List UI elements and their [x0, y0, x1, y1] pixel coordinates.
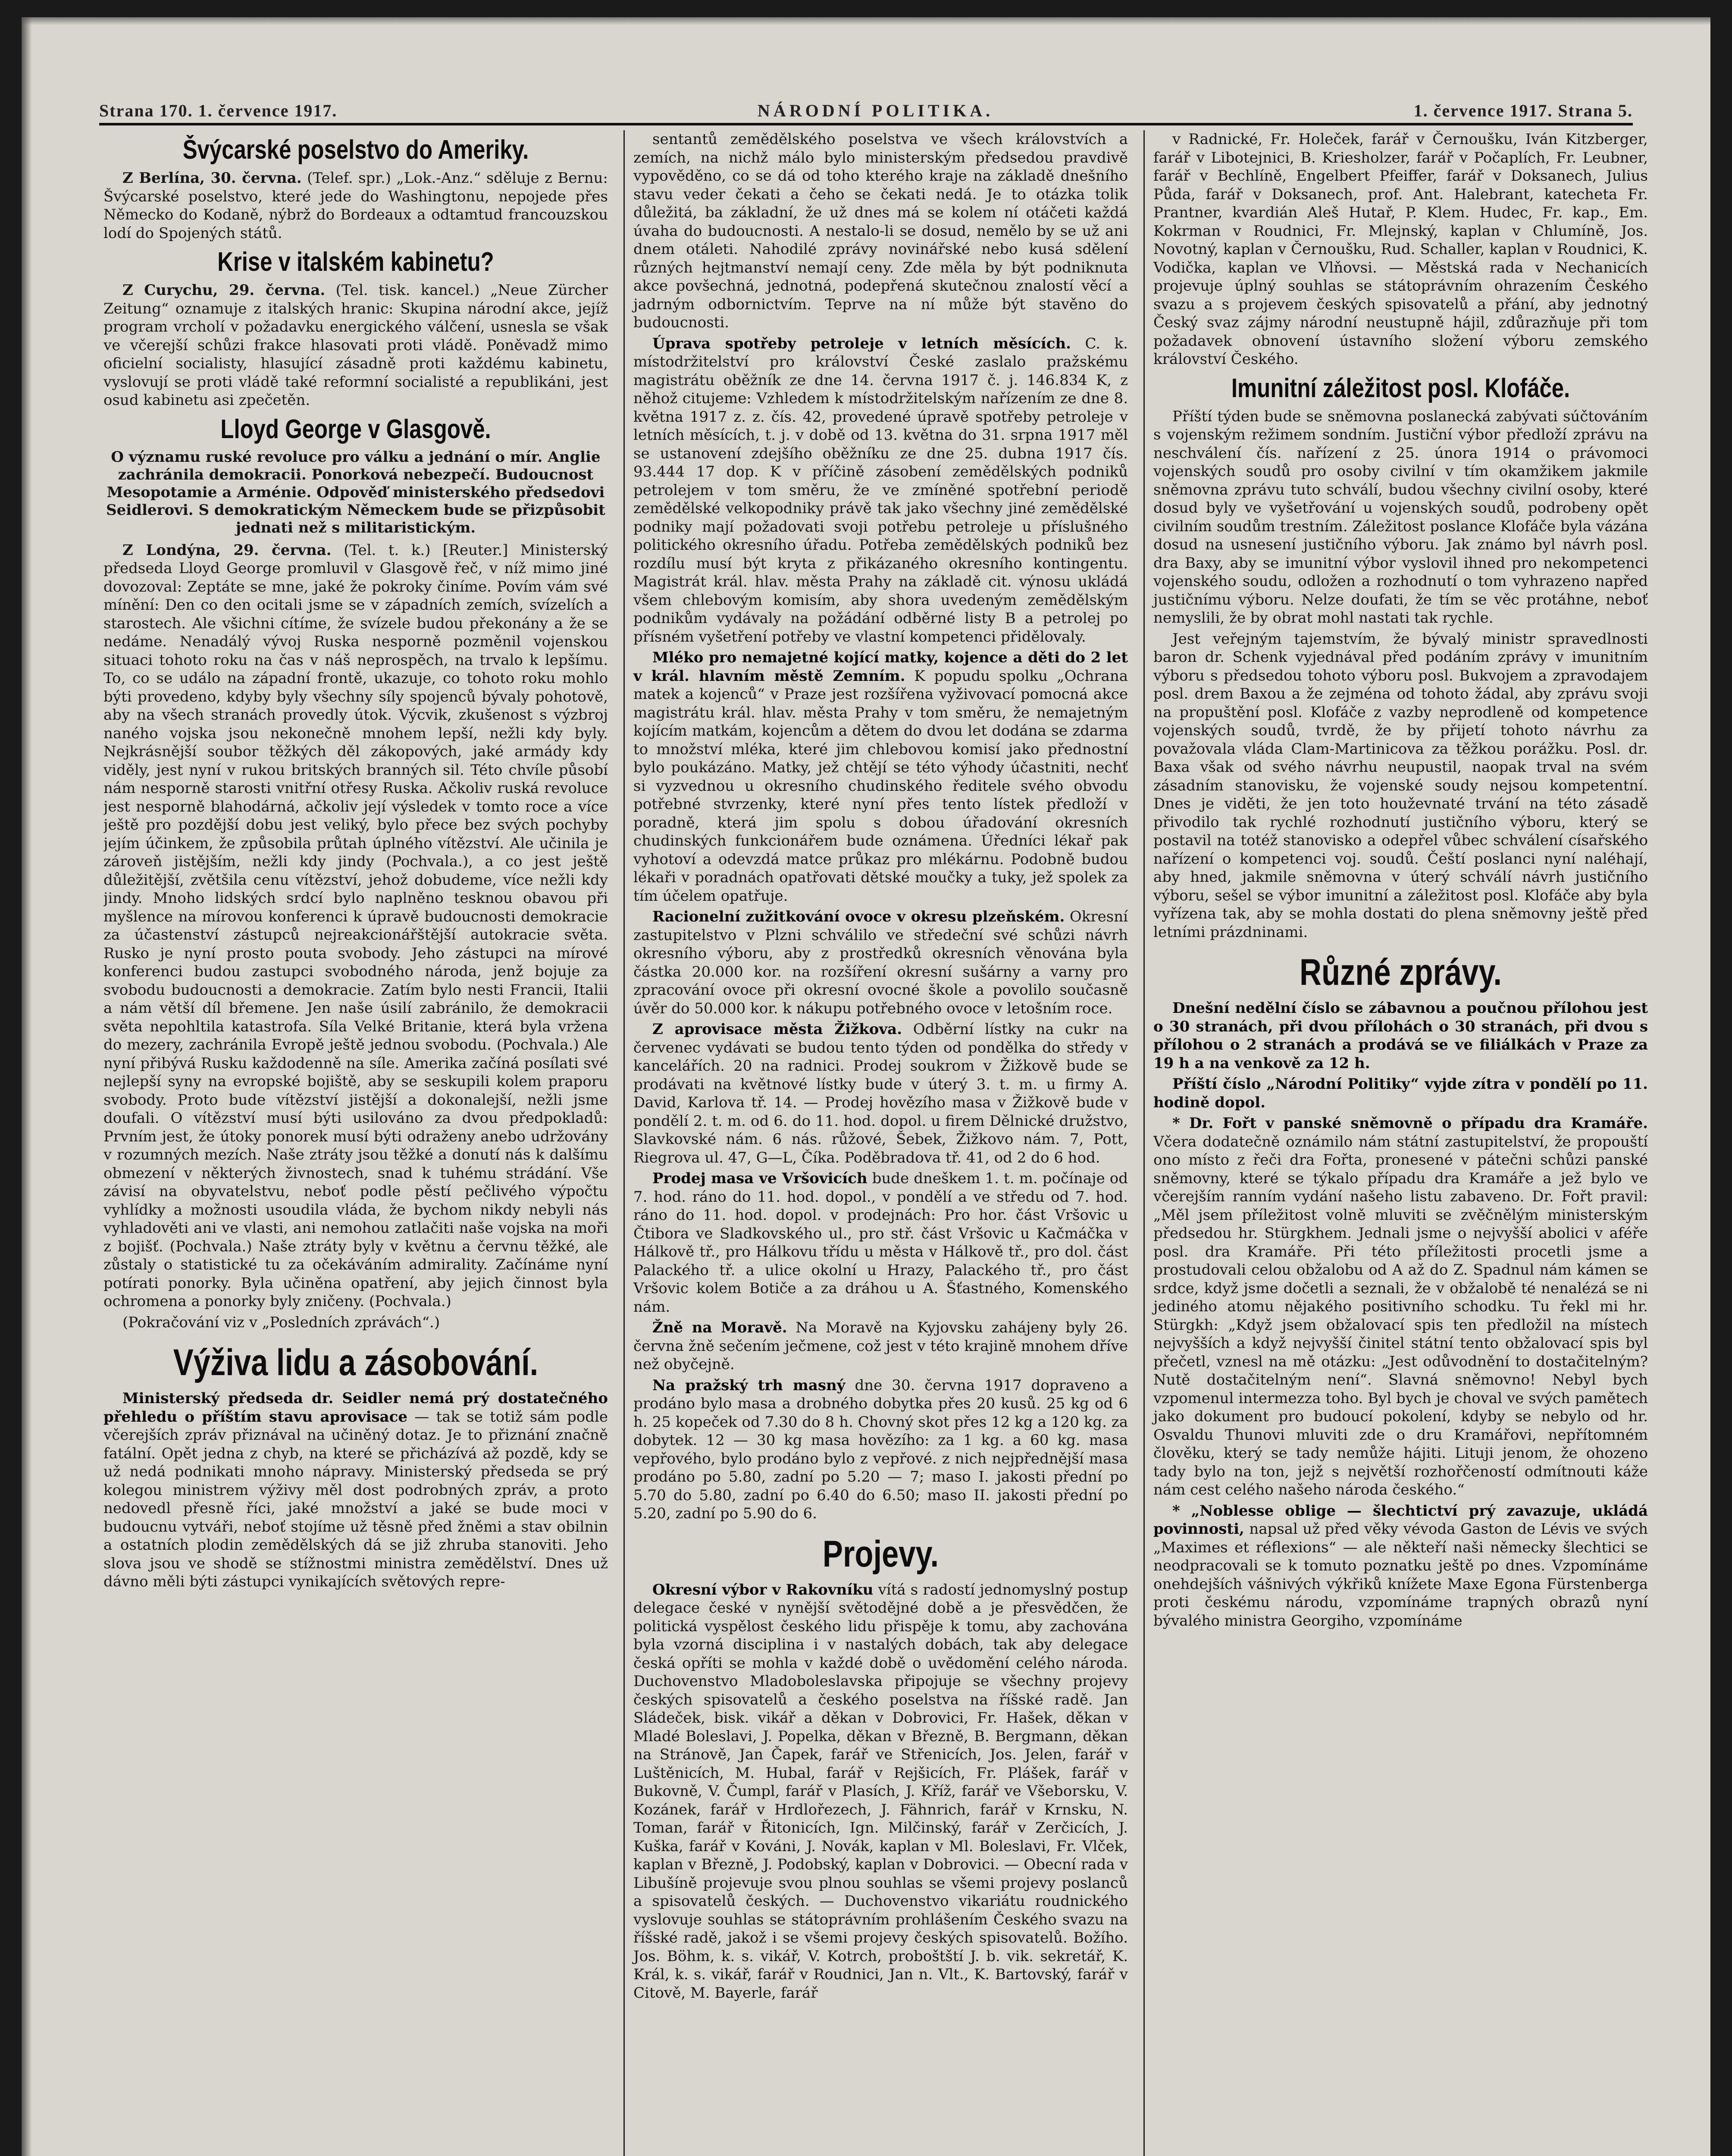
headline-klofac-immunity: Imunitní záležitost posl. Klofáče.	[1231, 373, 1570, 403]
article-text: K popudu spolku „Ochrana matek a kojenců“ v Praze jest rozšířena vyživovací pomocná akce magistrátu král. hlav. města Prahy v tom směru, že nemajetným kojícím matkám, kojencům a dětem do dvou let dodána se zdarma to množství mléka, které jim chlebovou komisí jako přednostní bylo poukázáno. Matky, jež chtějí se této výhody účastniti, nechť si vyzvednou u okresního chudinského ředitele svého obvodu potřebné stvrzenky, které nyní přes tento lístek předloží v poradně, která jim spolu s dobou úřadování okresních chudinských funkcionářem bude oznámena. Úředníci lékař pak vyhotoví a odevzdá matce průkaz pro mlékárnu. Podobně budou lékaři v poradnách opatřovati dětské moučky a tuky, jež spolek za tím účelem opatřuje.	[633, 667, 1128, 905]
article-moravia-harvest	[633, 1319, 1128, 1374]
newspaper-page	[22, 17, 1710, 2156]
headline-declarations: Projevy.	[822, 1533, 939, 1575]
article-text: Včera dodatečně oznámilo nám státní zastupitelství, že propouští ono místo z řeči dra Fořta, pronesené v pátečni schůzi panské sněmovny, které se týkalo případu dra Kramáře a jež bylo ve včerejším ranním vydání našeho listu zabaveno. Dr. Fořt pravil: „Měl jsem příležitost volně mluviti se zvěčnělým ministerským předsedou hr. Stürgkhem. Jednali jsme o nejvyšší abolici v aféře posl. dra Kramáře. Při této příležitosti procetli jsme a prostudovali celou obžalobu od A až do Z. Spadnul nám kámen se srdce, když jsme dočetli a seznali, že v obžalobě té nenalézá se ni jediného atomu nějakého positivního schodku. Tu řekl mi hr. Stürgkh: „Když jsem obžalovací spis ten předložil na místech nejvyšších a když nejvyšší činitel státní tento obžalovací spis byl přečetl, vznesl na mě otázku: „Jest odůvodnění to dostačitelným? Nutě dostačitelným není“. Slavná sněmovno! Nebyl bych vzpomenul intermezza toho. Byl bych je choval ve svých pamětech jako dokument pro budoucí pokolení, kdyby se nebylo od hr. Osvaldu Thunovi mluviti zde o dru Kramářovi, nepřítomném člověku, který se tady nemůže hájiti. Lituji jenom, že ohozeno tady bylo na ton, jejž s největší rozhořčeností odmítnouti káže nám cest celého našeho národa českého.“	[1153, 1133, 1648, 1498]
header-right: 1. července 1917. Strana 5.	[1413, 101, 1633, 120]
article-text: (Telef. spr.) „Lok.-Anz.“ sděluje z Bernu: Švýcarské poselstvo, které jede do Washingtonu, nepojede přes Německo do Kodaně, nýbrž do Bordeaux a odtamtud francouzskou lodí do Spojených států.	[103, 169, 608, 242]
lead-in: Racionelní zužitkování ovoce v okresu plzeňském.	[652, 908, 1065, 925]
article-zizkov	[633, 1020, 1128, 1167]
article-noblesse-oblige	[1153, 1502, 1648, 1630]
lead-in: Prodej masa ve Vršovicích	[652, 1170, 868, 1187]
article-text: dne 30. června 1917 dopraveno a prodáno bylo masa a drobného dobytka přes 20 kusů. 25 kg od 6 h. 25 kopeček od 7.30 do 8 h. Chovný skot přes 12 kg a 120 kg. za dobytek. 12 — 30 kg masa hovězího: za 1 kg. a 60 kg. masa vepřového, bylo prodáno bylo z vepřové. z nich nejpřednější masa prodáno po 5.80, zadní po 5.20 — 7; maso I. jakosti přední po 5.70 do 5.80, zadní po 6.40 do 6.50; maso II. jakosti přední po 5.20, zadní po 5.90 do 6.	[633, 1376, 1128, 1522]
article-declarations-cont: v Radnické, Fr. Holeček, farář v Černoušku, Iván Kitzberger, farář v Libotejnici, B. Kriesholzer, farář v Počaplích, Fr. Leubner, farář v Bechlíně, Engelbert Pfeiffer, farář v Doksanech, Julius Půda, farář v Doksanech, prof. Ant. Halebrant, katecheta Fr. Prantner, kvardián Aleš Hutař, P. Klem. Hudec, Fr. kap., Em. Kokrman v Roudnici, Fr. Mlejnský, kaplan v Chlumíně, Jos. Novotný, kaplan v Černoušku, Rud. Schaller, kaplan v Roudnici, K. Vodička, kaplan ve Vlňovsi. — Městská rada v Nechanicích projevuje úplný souhlas se státoprávním ohrazením Českého svazu a s projevem českých spisovatelů a přání, aby jednotný Český svaz zájmy národní neustupně hájil, zdůrazňuje při tom požadavek obnovení ústavního složení výboru zemského království Českého.	[1153, 131, 1648, 368]
article-text: Okresní zastupitelstvo v Plzni schválilo ve středeční své schůzi návrh okresního výboru, aby z prostředků okresních věnována byla částka 20.000 kor. na rozšíření okresní sušárny a varny pro zpracování ovoce při okresní ovocné škole a povolilo současně úvěr do 50.000 kor. k nákupu potřebného ovoce v letošním roce.	[633, 908, 1128, 1017]
lead-in: Z aprovisace města Žižkova.	[652, 1021, 902, 1038]
article-italian-cabinet	[103, 281, 608, 410]
article-text: C. k. místodržitelství pro království České zaslalo pražskému magistrátu oběžník ze dne 14. června 1917 č. j. 146.834 K, z něhož citujeme: Vzhledem k místodržitelským nařízením ze dne 8. května 1917 z. z. čís. 42, provedené úpravě spotřeby petroleje v letních měsících, t. j. v době od 13. května do 31. srpna 1917 měl se ustanovení zdejšího oběžníku ze dne 25. dubna 1917 čís. 93.444 17 dop. K v příčině zásobení zemědělských podniků petrolejem v tom směru, že ve zmíněné spotřební periodě zemědělské velkopodniky právě tak jako všechny jiné zemědělské podniky mají požadovati svoji potřebu petroleje u příslušného politického okresního úřadu. Potřeba zemědělských podniků bez rozdílu musí být kryta z přikázaného okresního kontingentu. Magistrát král. hlav. města Prahy na základě cit. výnosu ukládá všem chlebovým komisím, aby shora uvedeným zemědělským podnikům vydávaly na požádání odběrné listy B a petrolej po přísném vyšetření potřeby ve vlastní kompetenci přidělovaly.	[633, 335, 1128, 646]
dateline: Z Curychu, 29. června.	[122, 282, 326, 299]
article-text: Na Moravě na Kyjovsku zahájeny byly 26. června žně sečením ječmene, což jest v této krajině mnohem dříve než obyčejně.	[633, 1319, 1128, 1373]
column-3	[1143, 130, 1648, 2156]
scan-edge-top	[22, 17, 1710, 25]
article-lloyd-george	[103, 541, 608, 1311]
headline-food-supply: Výživa lidu a zásobování.	[173, 1342, 539, 1383]
running-header	[99, 91, 1633, 121]
dateline: Z Londýna, 29. června.	[122, 541, 332, 559]
notice-sunday-issue: Dnešní nedělní číslo se zábavnou a poučnou přílohou jest o 30 stranách, při dvou přílohách o 30 stranách, při dvou s přílohou o 2 stranách a prodává se ve filiálkách v Praze za 19 h a na venkově za 12 h.	[1153, 1000, 1648, 1072]
lead-in: Na pražský trh masný	[652, 1376, 846, 1394]
lead-in: Ministerský předseda dr. Seidler nemá prý dostatečného přehledu o příštím stavu aprovisace	[103, 1390, 608, 1426]
article-milk	[633, 649, 1128, 905]
article-text: — tak se totiž sám podle včerejších zpráv přiznával na učiněný dotaz. Je to přiznání značně fatální. Opět jedna z chyb, na které se přicházívá až pozdě, kdy se už nedá podnikati mnoho nápravy. Ministerský předseda se prý kolegou ministrem výživy měl dost podrobných zpráv, a proto nedovedl přesně říci, jaké množství a jaké se bude moci v budoucnu vytváři, neboť stojíme už těsně před žněmi a stav obilnin a ostatních plodin zemědělských dá se již zhruba stanoviti. Jeho slova jsou ve shodě se stížnostmi ministra zemědělství. Dnes už dávno měli býti zástupci vynikajících světových repre-	[103, 1408, 608, 1590]
columns	[103, 130, 1648, 2156]
lead-in: Úprava spotřeby petroleje v letních měsících.	[652, 335, 1071, 352]
header-rule	[99, 123, 1633, 125]
lead-in: Mléko pro nemajetné kojící matky, kojence a děti do 2 let v král. hlavním městě Zemním.	[633, 649, 1128, 685]
article-declarations	[633, 1581, 1128, 2002]
article-fort-kramar	[1153, 1114, 1648, 1499]
lead-in: * „Noblesse oblige — šlechtictví prý zavazuje, ukládá povinnosti,	[1153, 1502, 1648, 1538]
article-text: vítá s radostí jednomyslný postup delegace české v nynější světodějné době a je přesvědčen, že politická vyspělost českého lidu přispěje k tomu, aby zachována byla vzorná disciplina i v nastalých dobách, tak aby delegace česká opříti se mohla v každé době o uvědomění celého národa. Duchovenstvo Mladoboleslavska připojuje se všechny projevy českých spisovatelů a českého poselstva na říšské radě. Jan Sládeček, bisk. vikář a děkan v Dobrovici, Fr. Hašek, děkan v Mladé Boleslavi, J. Popelka, děkan v Březně, B. Bergmann, děkan na Stránově, Jan Čapek, farář ve Střenicích, Jos. Jelen, farář v Luštěnicích, M. Hubal, farář v Rejšicích, Fr. Plášek, farář v Bukovně, V. Čumpl, farář v Plasích, J. Kříž, farář ve Všeborsku, V. Kozánek, farář v Hrdlořezech, J. Fähnrich, farář v Krnsku, N. Toman, farář v Řitonicích, Ign. Milčinský, farář v Zerčicích, J. Kuška, farář v Kováni, J. Novák, kaplan v Ml. Boleslavi, Fr. Vlček, kaplan v Březně, J. Podobský, kaplan v Dobrovici. — Obecní rada v Libušíně projevuje svou plnou souhlas se všemi projevy poslanců a spisovatelů českých. — Duchovenstvo vikariátu roudnického vyslovuje souhlas se státoprávním prohlášením Českého svazu na říšské radě, jakož i se všemi projevy českých spisovatelů. Božího. Jos. Böhm, k. s. vikář, V. Kotrch, proboštští J. b. vik. sekretář, K. Král, k. s. vikář, farář v Roudnici, Jan n. Vlt., K. Bartovský, farář v Citově, M. Bayerle, farář	[633, 1581, 1128, 2002]
headline-swiss-mission: Švýcarské poselstvo do Ameriky.	[182, 135, 529, 165]
dateline: Z Berlína, 30. června.	[122, 169, 302, 187]
lead-in: Žně na Moravě.	[652, 1319, 787, 1336]
article-klofac-1: Příští týden bude se sněmovna poslanecká zabývati súčtováním s vojenským režimem sondním. Justiční výbor předloží zprávu na neschválení čís. nařízení z 25. února 1914 o právomoci vojenských soudů pro osoby civilní v tím okamžikem jakmile sněmovna zprávu tuto schválí, budou všechny civilní osoby, které dosud byly ve vyšetřování u vojenských soudů, podrobeny opět civilním soudům trestním. Záležitost poslance Klofáče byla vázána dosud na usnesení justičního výboru. Jak známo byl návrh posl. dra Baxy, aby se imunitní výbor vyslovil ihned pro nekompetenci vojenského soudu, odložen a rozhodnutí o tom vyhrazeno napřed justičnímu výboru. Nelze doufati, že tím se věc protáhne, neboť nemyslili, že by obrat mohl nastati tak rychle.	[1153, 407, 1648, 627]
article-klofac-2: Jest veřejným tajemstvím, že bývalý ministr spravedlnosti baron dr. Schenk vyjednával před podáním zprávy v imunitním výboru s předsedou tohoto výboru posl. Bukvojem a zpravodajem posl. drem Baxou a že zejména od tohoto žádal, aby zprávu svoji na propuštění posl. Klofáče z vazby neprodleně od kompetence vojenských soudů, tvrdě, že by přijetí tohoto návrhu za považovala vláda Clam-Martinicova za těžkou porážku. Posl. dr. Baxa však od svého návrhu neupustil, naopak trval na svém zásadním stanovisku, že vojenské soudy nejsou kompetentní. Dnes je viděti, že jen toto houževnaté trvání na této zásadě přivodilo tak rychlé rozhodnutí justičního výboru, který se postavil na totéž stanovisko a odepřel vůbec schválení císařského nařízení o kompetenci voj. soudů. Čeští poslanci nyní naléhají, aby hned, jakmile sněmovna v úterý schválí návrh justičního výboru, sešel se výbor imunitní a záležitost posl. Klofáče aby byla vyřízena tak, aby se mohla dostati do plena sněmovny ještě před letními prázdninami.	[1153, 630, 1648, 941]
article-text: (Tel. tisk. kancel.) „Neue Zürcher Zeitung“ oznamuje z italských hranic: Skupina národní akce, jejíž program vrcholí v požadavku energického válčení, usnesla se však ve včerejší schůzi frakce hlasovati proti vládě. Poněvadž mimo oficielní socialisty, hlasující zásadně proti každému kabinetu, vyslovují se proti vládě také reformní socialisté a republikáni, jest osud kabinetu asi zpečetěn.	[103, 282, 608, 409]
header-left: Strana 170. 1. července 1917.	[99, 101, 338, 120]
notice-next-issue: Příští číslo „Národní Politiky“ vyjde zítra v pondělí po 11. hodině dopol.	[1153, 1075, 1648, 1111]
scan-edge-left	[22, 17, 32, 2156]
article-text: bude dneškem 1. t. m. počínaje od 7. hod. ráno do 11. hod. dopol., v pondělí a ve středu od 7. hod. ráno do 11. hod. dopol. v prodejnách: Pro hor. část Vršovic u Čtibora ve Sladkovského ul., pro stř. část Vršovic u Kačmáčka v Hálkově tř., pro Hálkovu třídu u města v Hálkově tř., pro dol. část Palackého tř. a ulice okolní u Hrazy, Palackého tř., pro část Vršovic kolem Botiče a za dráhou u A. Šťastného, Komenského nám.	[633, 1170, 1128, 1316]
column-2	[623, 130, 1128, 2156]
lead-in: * Dr. Fořt v panské sněmovně o případu dra Kramáře.	[1172, 1115, 1648, 1132]
column-1	[103, 130, 608, 2156]
article-vrsovice-meat	[633, 1169, 1128, 1316]
article-food-supply-cont: sentantů zemědělského poselstva ve všech královstvích a zemích, na nichž málo bylo ministerským předsedou pravdivě vypověděno, co se dá od toho kterého kraje na základě dnešního stavu veder čekati a čeho se čekati nedá. Je to otázka tolik důležitá, ba základní, že už dnes má se kolem ní otáčeti každá úvaha do budoucnosti. A nestalo-li se dosud, nemělo by se už ani dnem otáleti. Nahodilé zprávy novinářské nebo kusá sdělení různých hejtmanství nemají ceny. Zde měla by být podniknuta akce povšechná, jednotná, podepřená skutečnou znalostí věcí a jadrným odbornictvím. Teprve na ní může být stavěno do budoucnosti.	[633, 131, 1128, 331]
subheadline-lloyd-george: O významu ruské revoluce pro válku a jednání o mír. Anglie zachránila demokracii. Ponorková nebezpečí. Budoucnost Mesopotamie a Arménie. Odpověď ministerského předsedovi Seidlerovi. S demokratickým Německem bude se přizpůsobit jednati než s militaristickým.	[106, 448, 605, 536]
article-text: (Tel. t. k.) [Reuter.] Ministerský předseda Lloyd George promluvil v Glasgově řeč, v níž mimo jiné dovozoval: Zeptáte se mne, jaké že pokroky činíme. Povím vám své mínění: Den co den ocitali jsme se v západních zemích, svízelích a starostech. Ale všichni cítíme, že svízele budou překonány a že se nedáme. Nenadálý vývoj Ruska nesporně pozměnil vojenskou situaci tohoto roku na čas v náš neprospěch, na trvalo k lepšímu. To, co se událo na západní frontě, ukazuje, co tohoto roku mohlo býti provedeno, kdyby byly všechny síly spojenců bývaly pohotově, aby na všech stranách provedly útok. Výcvik, zkušenost s výzbroj naného vojska jsou nekonečně mnohem lepší, nežli kdy byly. Nejkrásnější soubor těžkých děl zákopových, jaké armády kdy viděly, jest nyní v rukou britských branných sil. Této chvíle působí nám nesporně starosti vnitřní otřesy Ruska. Ačkoliv ruská revoluce jest nesporně blahodárná, ačkoliv její výsledek v tomto roce a více ještě pro pozdější dobu jest veliký, bylo přece bez svých pochyby jejím účinkem, že způsobila průtah úplného vítězství. Ale učinila je zároveň jistějším, nežli kdy jindy (Pochvala.), a co jest ještě důležitější, zvětšila cenu vítězství, jehož dobudeme, více nežli kdy jindy. Mnoho lidských srdcí bylo naplněno tesknou obavou při myšlence na mírovou konferenci k úpravě budoucnosti demokracie za účastenství zástupců nejreakcionářštější autokracie světa. Rusko je nyní prosto pouta svobody. Jeho zástupci na mírové konferenci budou zastupci svobodného národa, jenž bojuje za svobodu budoucnosti a demokracie. Zatím bylo nesti Francii, Italii a nám větší díl břemene. Jen naše úsilí zabránilo, že demokracii světa nepohltila katastrofa. Síla Velké Britanie, která byla vržena do mezery, zachránila Evropě ještě jednou svobodu. (Pochvala.) Ale nyní přibývá Rusku každodenně na síle. Amerika začíná posílati své nejlepší syny na evropské bojiště, aby se seskupili kolem praporu svobody. Proto bude vítězství jistější a dokonalejší, nežli jsme doufali. O vítězství musí býti usilováno za dvou předpokladů: Prvním jest, že útoky ponorek musí býti odraženy anebo udržovány v rozumných mezích. Naše ztráty jsou těžké a donutí nás k dalšímu obmezení v některých živnostech, snad k tuhému strádání. Vše závisí na obyvatelstvu, neboť podle pěstí pečlivého výpočtu vyhlídky a možnosti usoudila vláda, že bychom nikdy nebyli nás vyhladověti ani ve vlasti, ani nemohou zatlačiti naše vojska na moři z bojišť. (Pochvala.) Naše ztráty byly v květnu a červnu těžké, ale zůstaly o statistické tu za očekáváním admirality. Začínáme nyní potírati ponorky. Byla učiněna opatření, aby jejich činnost byla ochromena a ponorky byly zničeny. (Pochvala.)	[103, 541, 608, 1310]
article-swiss-mission	[103, 169, 608, 242]
article-text: Odběrní lístky na cukr na červenec vydávati se budou tento týden od pondělka do středy v kancelářích. 20 na radnici. Prodej soukrom v Žižkově bude se prodávati na květnové lístky bude v úterý 3. t. m. u firmy A. David, Karlova tř. 14. — Prodej hovězího masa v Žižkově bude v pondělí 2. t. m. od 6. do 11. hod. dopol. u firem Dělnické družstvo, Slavkovské nám. 6 nás. růžové, Šebek, Žižkovo nám. 7, Pott, Riegrova ul. 47, G—L, Číka. Poděbradova tř. 41, od 2 do 6 hod.	[633, 1021, 1128, 1166]
lead-in: Okresní výbor v Rakovníku	[652, 1581, 874, 1598]
headline-lloyd-george: Lloyd George v Glasgově.	[220, 414, 491, 444]
article-prague-meat-market	[633, 1376, 1128, 1523]
article-fruit	[633, 908, 1128, 1018]
paper-name: NÁRODNÍ POLITIKA.	[757, 101, 994, 120]
headline-italian-cabinet: Krise v italském kabinetu?	[217, 247, 494, 277]
article-text: napsal už před věky vévoda Gaston de Lévis ve svých „Maximes et réflexions“ — ale někteří naši německy šlechtici se neodpracovali se k tomuto poznatku ještě po dnes. Vzpomínáme onehdejších vášnivých výkřiků knížete Maxe Egona Fürstenberga proti českému národu, vzpomínáme trapných obrazů nyní bývalého ministra Georgiho, vzpomínáme	[1153, 1520, 1648, 1630]
article-petroleum	[633, 335, 1128, 646]
headline-various-news: Různé zprávy.	[1300, 952, 1502, 993]
article-food-supply	[103, 1389, 608, 1591]
continuation-note: (Pokračování viz v „Posledních zprávách“.)	[122, 1313, 440, 1331]
